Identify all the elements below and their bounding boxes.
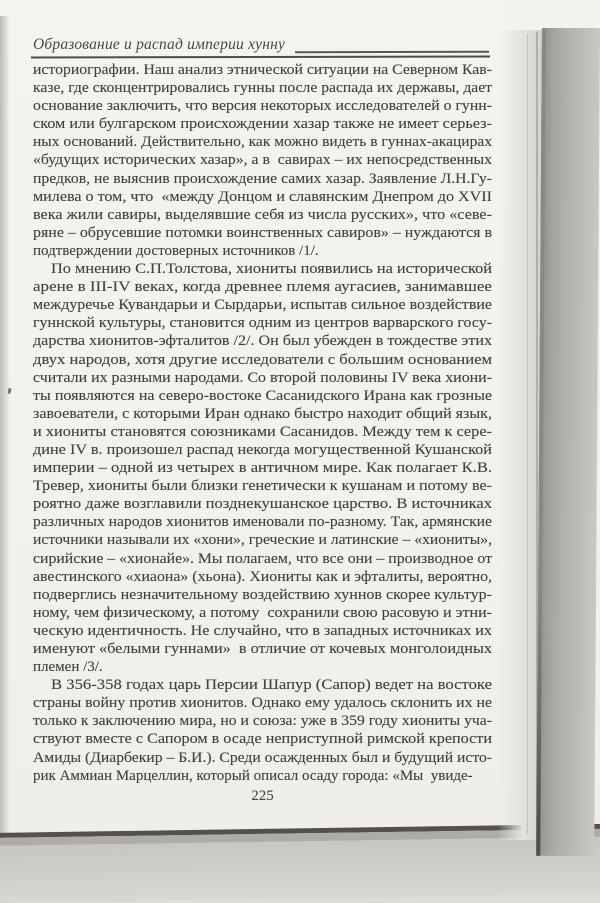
right-page-edge-band (536, 26, 600, 856)
bottom-shadow-light (0, 837, 600, 903)
text-line: только к заключению мира, но и союза: уже в 359 году хиониты уча- (33, 713, 493, 730)
text-line: милева о том, что «между Донцом и славянским Днепром до XVII (33, 188, 492, 205)
text-line: ствуют вместе с Сапором в осаде неприступной римской крепости (33, 731, 492, 748)
text-line: ному, чем физическому, а потому сохранили свою расовую и этни- (33, 604, 492, 621)
right-edge-streak (527, 34, 528, 834)
text-line: считали их разными народами. Со второй половины IV века хиони- (33, 369, 492, 386)
top-right-page-corner (505, 0, 600, 28)
text-line: Тревер, хиониты были близки генетически к кушанам и потому ве- (33, 478, 492, 495)
text-line: гуннской культуры, становится одним из центров варварского госу- (33, 315, 493, 332)
paragraph (33, 677, 492, 786)
text-line: различных народов хионитов именовали по-разному. Так, армянские (33, 514, 492, 531)
text-line: дарства хионитов-эфталитов /2/. Он был убежден в тождестве этих (33, 333, 492, 350)
text-line: двух народов, хотя другие исследователи с большим основанием (33, 351, 492, 368)
text-line: казе, где сконцентрировались гунны после распада их державы, дает (33, 80, 492, 97)
running-head: Образование и распад империи хунну (33, 36, 286, 53)
text-line: предков, не выяснив происхождение самих хазар. Заявление Л.Н.Гу- (33, 170, 493, 187)
text-line: века жили савиры, выделявшие себя из числа русских», что «севе- (33, 206, 492, 223)
text-line: ческую идентичность. Не случайно, что в западных источниках их (33, 622, 493, 639)
text-line: ных оснований. Действительно, как можно видеть в гуннах-акацирах (33, 134, 492, 151)
paragraph (33, 62, 492, 261)
text-line: По мнению С.П.Толстова, хиониты появились на исторической (51, 261, 492, 278)
text-line: империи – одной из четырех в античном мире. Как полагает К.В. (33, 460, 492, 477)
text-line: историографии. Наш анализ этнической ситуации на Северном Кав- (33, 62, 492, 78)
text-line: ряне – обрусевшие потомки воинственных савиров» – нуждаются в (33, 224, 493, 241)
text-line: ты появляются на северо-востоке Сасанидского Ирана как грозные (33, 387, 492, 404)
text-line: междуречье Кувандарьи и Сырдарьи, испытав сильное воздействие (33, 297, 492, 314)
text-line: подверглись незначительному воздействию хуннов скорее культур- (33, 586, 492, 603)
text-line: Амиды (Диарбекир – Б.И.). Среди осажденных был и будущий исто- (33, 749, 493, 766)
page-number: 225 (251, 788, 274, 804)
text-line: и хиониты становятся союзниками Сасанидов. Между тем к сере- (33, 423, 492, 440)
text-line: сирийские – «хионайе». Мы полагаем, что все они – производное от (33, 550, 492, 567)
text-line: именуют «белыми гуннами» в отличие от кочевых монголоидных (33, 641, 493, 657)
text-line: арене в III-IV веках, когда древнее племя аугасиев, занимавшее (33, 279, 492, 296)
text-line: племен /3/. (33, 659, 103, 676)
text-line: роятно даже возглавили позднекушанское царство. В источниках (33, 496, 492, 513)
text-line: источники называли их «хони», греческие и латинские – «хиониты», (33, 532, 492, 549)
text-line: рик Аммиан Марцеллин, который описал осаду города: «Мы увиде- (33, 767, 473, 784)
text-line: дине IV в. произошел распад некогда могущественной Кушанской (33, 441, 492, 458)
text-line: подтверждении достоверных источников /1/. (33, 242, 319, 259)
text-line: основание заключить, что версия некоторых исследователей о гунн- (33, 98, 492, 115)
text-line: «будущих исторических хазар», а в савирах – их непосредственных (33, 152, 492, 169)
text-line: страны войну против хионитов. Однако ему удалось склонить их не (33, 695, 492, 712)
body-text (33, 62, 492, 786)
left-page-edge-shadow (0, 16, 10, 834)
text-line: авестинского «хиаона» (хьона). Хиониты как и эфталиты, вероятно, (33, 568, 492, 585)
paragraph (33, 261, 492, 677)
text-line: ском или булгарском происхождении хазар также не имеет серьез- (33, 116, 492, 133)
text-line: завоеватели, с которыми Иран однако быстро находит общий язык, (33, 405, 492, 422)
text-line: В 356-358 годах царь Персии Шапур (Сапор) ведет на востоке (51, 677, 492, 694)
